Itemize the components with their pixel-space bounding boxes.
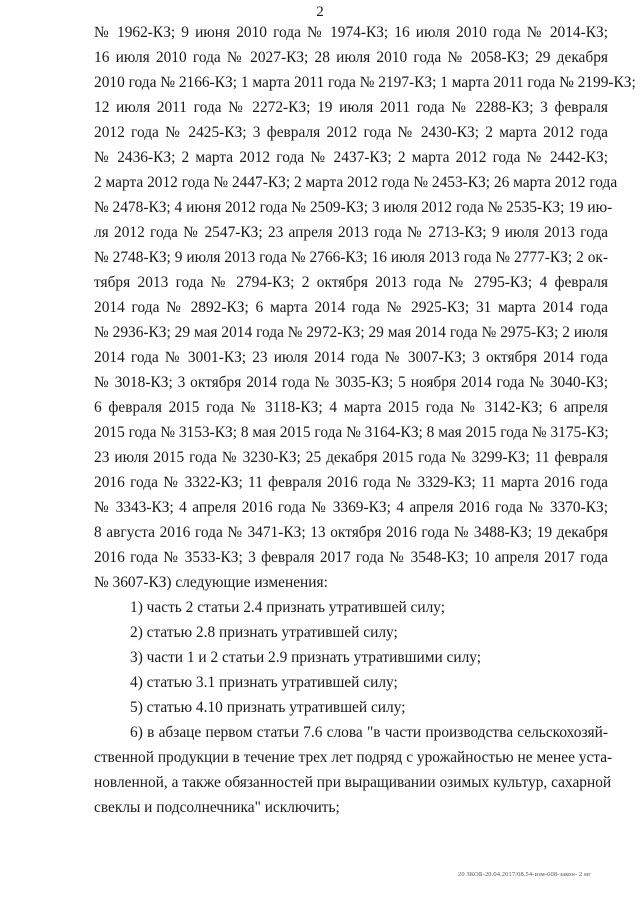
amendment-item-6: 6) в абзаце первом статьи 7.6 слова "в части производства сельскохозяй- xyxy=(130,724,608,741)
text-line: № 2936-КЗ; 29 мая 2014 года № 2972-КЗ; 29 мая 2014 года № 2975-КЗ; 2 июля xyxy=(94,324,608,341)
amendment-item: 2) статью 2.8 признать утратившей силу; xyxy=(130,624,398,641)
text-line: 2016 года № 3322-КЗ; 11 февраля 2016 года № 3329-КЗ; 11 марта 2016 года xyxy=(94,474,608,491)
text-line: 2015 года № 3153-КЗ; 8 мая 2015 года № 3164-КЗ; 8 мая 2015 года № 3175-КЗ; xyxy=(94,424,609,441)
text-line: 12 июля 2011 года № 2272-КЗ; 19 июля 2011 года № 2288-КЗ; 3 февраля xyxy=(94,99,608,116)
amendment-item: 5) статью 4.10 признать утратившей силу; xyxy=(130,699,406,716)
amendment-item: 4) статью 3.1 признать утратившей силу; xyxy=(130,674,398,691)
document-body xyxy=(94,20,636,820)
text-line: 23 июля 2015 года № 3230-КЗ; 25 декабря 2015 года № 3299-КЗ; 11 февраля xyxy=(94,449,608,466)
text-line: тября 2013 года № 2794-КЗ; 2 октября 2013 года № 2795-КЗ; 4 февраля xyxy=(94,274,608,291)
text-line: 2014 года № 3001-КЗ; 23 июля 2014 года № 3007-КЗ; 3 октября 2014 года xyxy=(94,349,608,366)
amendment-item: 1) часть 2 статьи 2.4 признать утратившей силу; xyxy=(130,599,446,616)
text-line: 2012 года № 2425-КЗ; 3 февраля 2012 года № 2430-КЗ; 2 марта 2012 года xyxy=(94,124,608,141)
text-line: новленной, а также обязанностей при выращивании озимых культур, сахарной xyxy=(94,774,612,791)
text-line: 16 июля 2010 года № 2027-КЗ; 28 июля 2010 года № 2058-КЗ; 29 декабря xyxy=(94,49,608,66)
text-line: свеклы и подсолнечника" исключить; xyxy=(94,799,340,816)
text-line: 2016 года № 3533-КЗ; 3 февраля 2017 года № 3548-КЗ; 10 апреля 2017 года xyxy=(94,549,608,566)
text-line: № 3343-КЗ; 4 апреля 2016 года № 3369-КЗ; 4 апреля 2016 года № 3370-КЗ; xyxy=(94,499,608,516)
amendment-item: 3) части 1 и 2 статьи 2.9 признать утратившими силу; xyxy=(130,649,482,666)
text-line: № 3018-КЗ; 3 октября 2014 года № 3035-КЗ; 5 ноября 2014 года № 3040-КЗ; xyxy=(94,374,608,391)
text-line: ля 2012 года № 2547-КЗ; 23 апреля 2013 года № 2713-КЗ; 9 июля 2013 года xyxy=(94,224,608,241)
text-line: № 2748-КЗ; 9 июля 2013 года № 2766-КЗ; 16 июля 2013 года № 2777-КЗ; 2 ок- xyxy=(94,249,608,266)
text-line: 2014 года № 2892-КЗ; 6 марта 2014 года № 2925-КЗ; 31 марта 2014 года xyxy=(94,299,608,316)
text-line: № 2436-КЗ; 2 марта 2012 года № 2437-КЗ; 2 марта 2012 года № 2442-КЗ; xyxy=(94,149,608,166)
footer-file-reference: 20 ЗКОБ-20.04.2017/08.54-изм-608-закон- 2 мг xyxy=(458,871,591,878)
text-line: № 3607-КЗ) следующие изменения: xyxy=(94,574,328,591)
text-line: 6 февраля 2015 года № 3118-КЗ; 4 марта 2015 года № 3142-КЗ; 6 апреля xyxy=(94,399,608,416)
page-number: 2 xyxy=(316,4,324,20)
text-line: 8 августа 2016 года № 3471-КЗ; 13 октября 2016 года № 3488-КЗ; 19 декабря xyxy=(94,524,608,541)
text-line: ственной продукции в течение трех лет подряд с урожайностью не менее уста- xyxy=(94,749,613,766)
text-line: № 1962-КЗ; 9 июня 2010 года № 1974-КЗ; 16 июля 2010 года № 2014-КЗ; xyxy=(94,24,608,41)
text-line: 2 марта 2012 года № 2447-КЗ; 2 марта 2012 года № 2453-КЗ; 26 марта 2012 года xyxy=(94,174,618,191)
text-line: 2010 года № 2166-КЗ; 1 марта 2011 года № 2197-КЗ; 1 марта 2011 года № 2199-КЗ; xyxy=(94,74,636,91)
text-line: № 2478-КЗ; 4 июня 2012 года № 2509-КЗ; 3 июля 2012 года № 2535-КЗ; 19 ию- xyxy=(94,199,613,216)
